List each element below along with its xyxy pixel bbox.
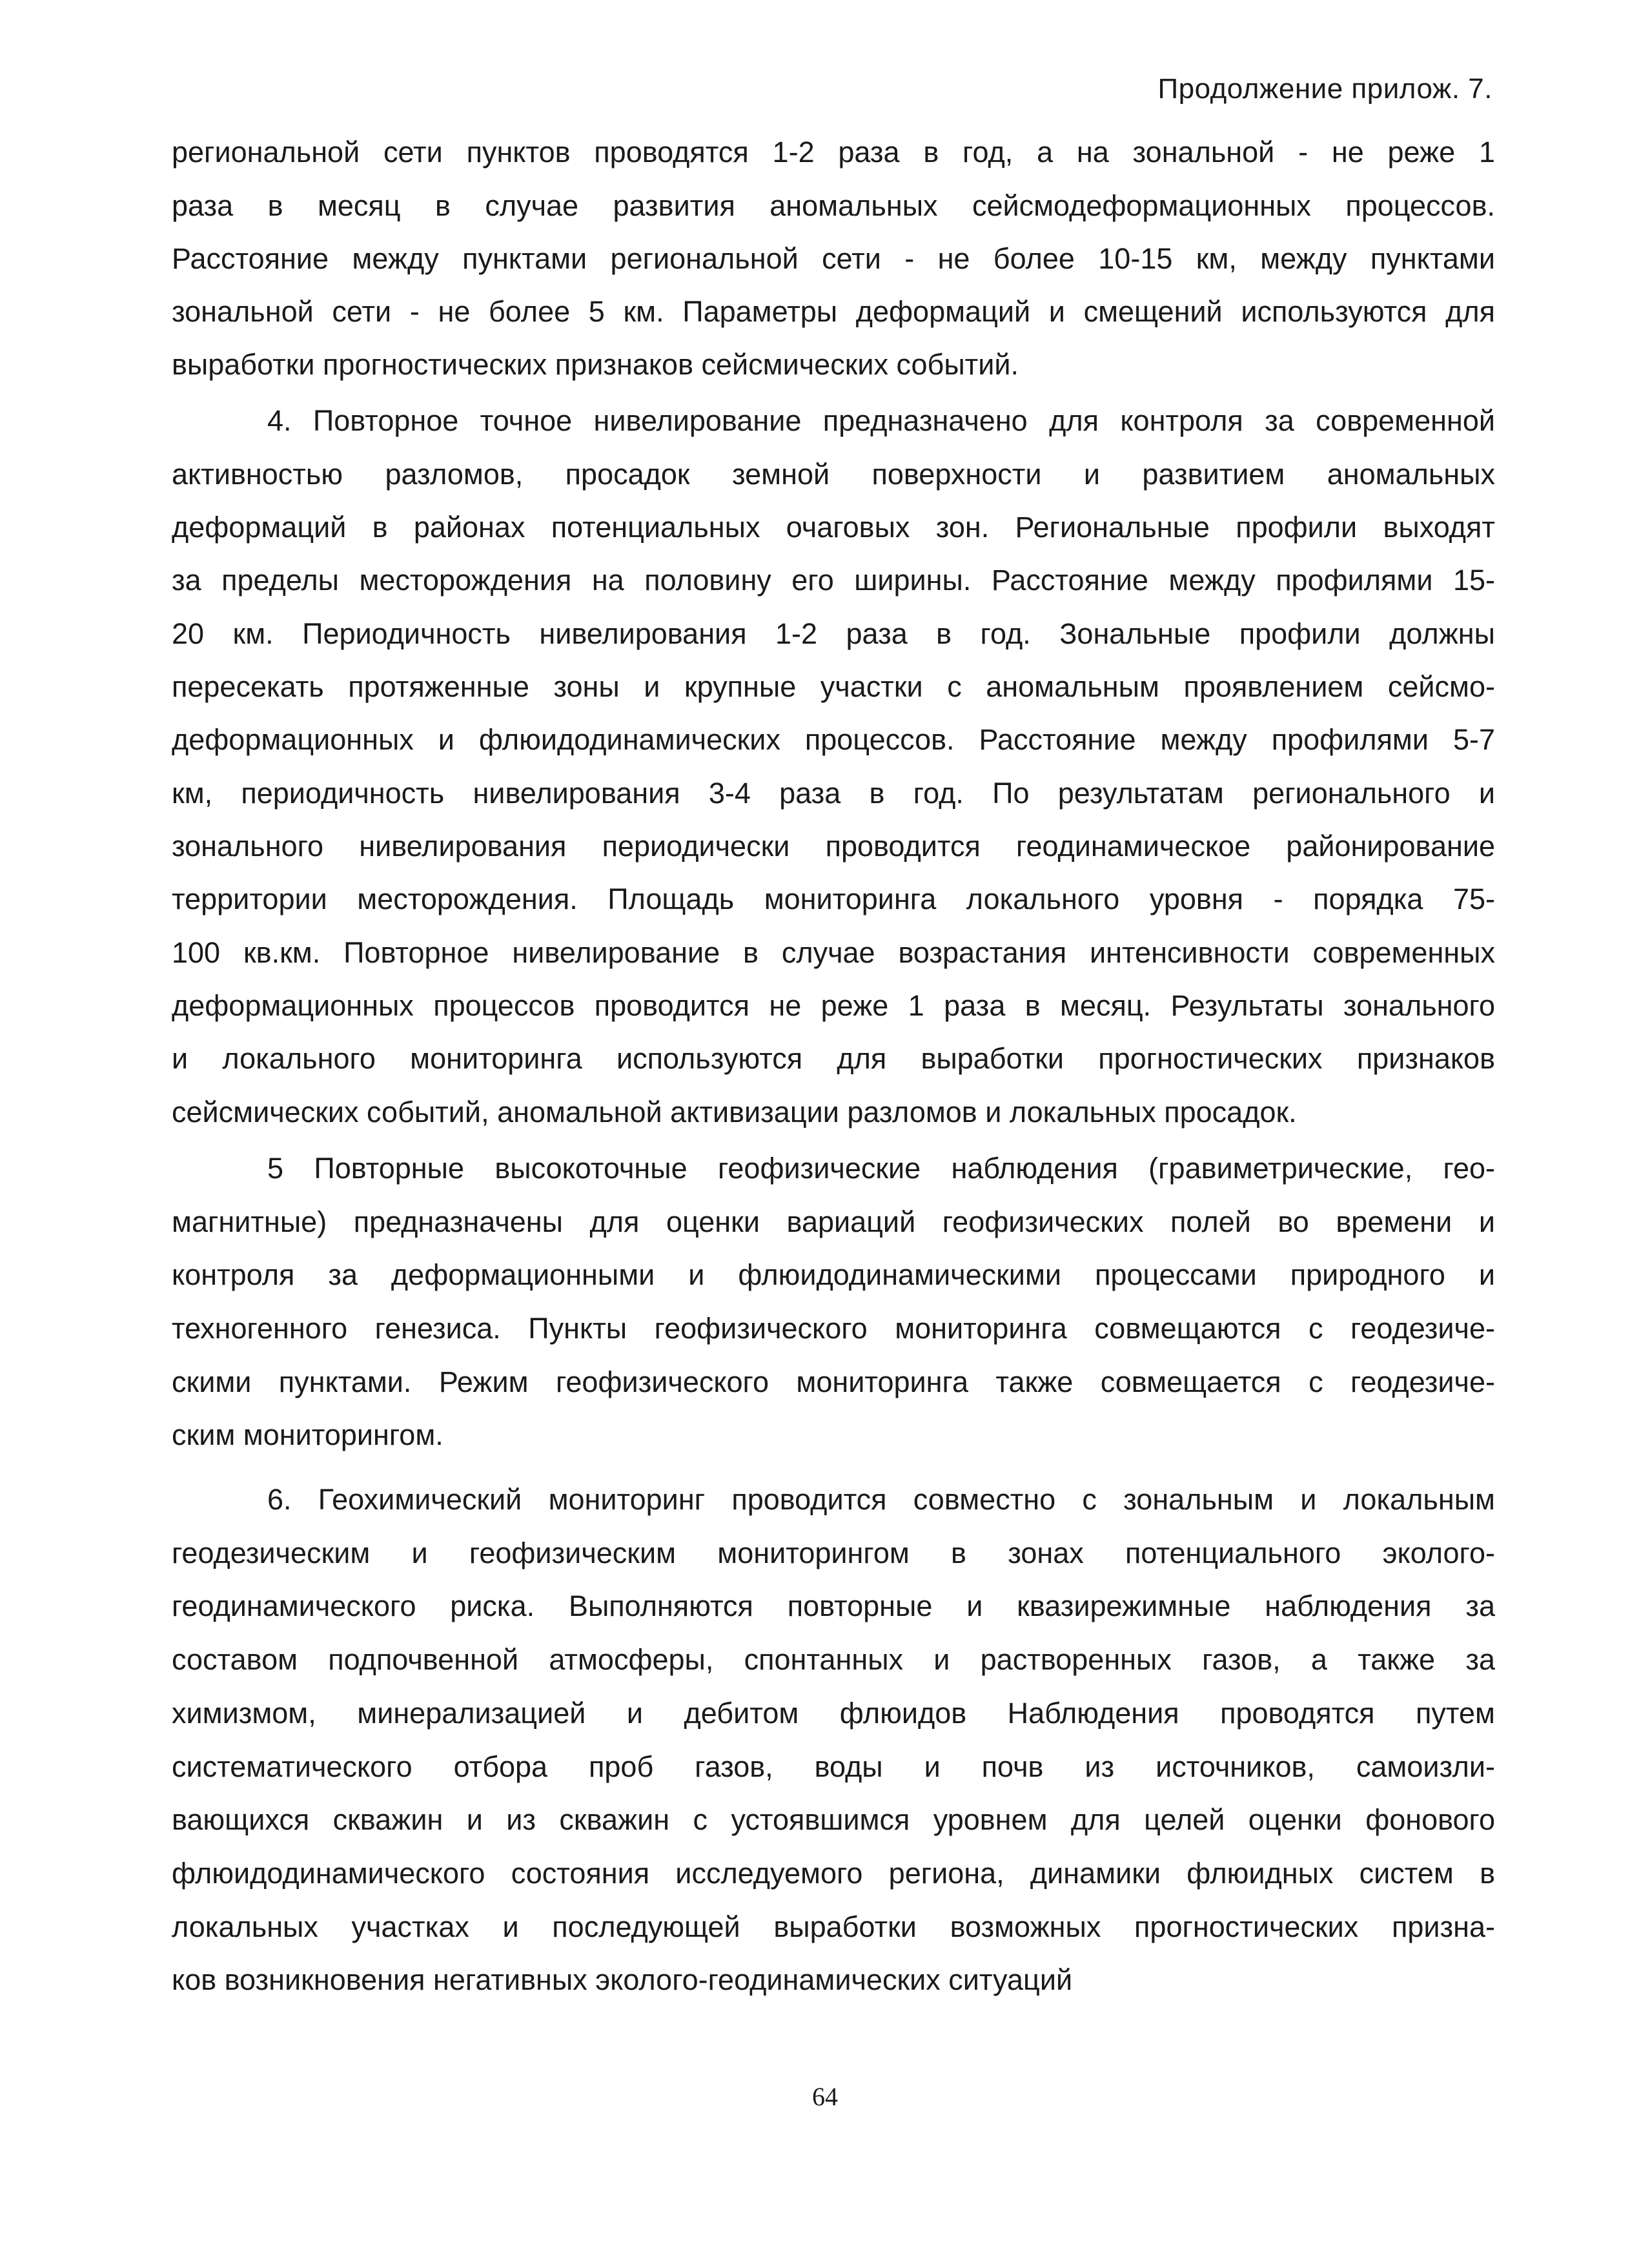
text-line: систематического отбора проб газов, воды и почв из источников, самоизли- [172,1750,1495,1783]
text-line: 20 км. Периодичность нивелирования 1-2 раза в год. Зональные профили должны [172,617,1495,650]
text-line: и локального мониторинга используются для выработки прогностических признаков [172,1042,1495,1075]
text-line: составом подпочвенной атмосферы, спонтанных и растворенных газов, а также за [172,1643,1495,1676]
text-line: пересекать протяженные зоны и крупные участки с аномальным проявлением сейсмо- [172,670,1495,703]
text-line: сейсмических событий, аномальной активизации разломов и локальных просадок. [172,1096,1297,1129]
page-header: Продолжение прилож. 7. [1157,73,1492,105]
text-line: 4. Повторное точное нивелирование предназначено для контроля за современной [267,404,1495,437]
text-line: 5 Повторные высокоточные геофизические наблюдения (гравиметрические, гео- [267,1152,1495,1185]
text-line: деформационных и флюидодинамических процессов. Расстояние между профилями 5-7 [172,723,1495,756]
text-line: км, периодичность нивелирования 3-4 раза в год. По результатам регионального и [172,777,1495,810]
text-line: контроля за деформационными и флюидодинамическими процессами природного и [172,1258,1495,1291]
text-line: магнитные) предназначены для оценки вариаций геофизических полей во времени и [172,1205,1495,1238]
text-line: вающихся скважин и из скважин с устоявшимся уровнем для целей оценки фонового [172,1803,1495,1836]
text-line: Расстояние между пунктами региональной сети - не более 10-15 км, между пунктами [172,242,1495,275]
text-line: за пределы месторождения на половину его ширины. Расстояние между профилями 15- [172,564,1495,597]
text-line: ков возникновения негативных эколого-геодинамических ситуаций [172,1963,1073,1996]
text-line: раза в месяц в случае развития аномальных сейсмодеформационных процессов. [172,189,1495,222]
text-line: локальных участках и последующей выработки возможных прогностических призна- [172,1910,1495,1943]
text-line: геодезическим и геофизическим мониторингом в зонах потенциального эколого- [172,1537,1495,1569]
text-line: зональной сети - не более 5 км. Параметры деформаций и смещений используются для [172,295,1495,328]
text-line: флюидодинамического состояния исследуемого региона, динамики флюидных систем в [172,1857,1495,1890]
text-line: активностью разломов, просадок земной поверхности и развитием аномальных [172,458,1495,491]
text-line: ским мониторингом. [172,1418,443,1451]
page-number: 64 [812,2082,838,2111]
text-line: 100 кв.км. Повторное нивелирование в случае возрастания интенсивности современных [172,936,1495,969]
text-line: региональной сети пунктов проводятся 1-2 раза в год, а на зональной - не реже 1 [172,136,1495,169]
text-line: химизмом, минерализацией и дебитом флюидов Наблюдения проводятся путем [172,1697,1495,1730]
text-line: техногенного генезиса. Пункты геофизического мониторинга совмещаются с геодезиче- [172,1312,1495,1345]
text-line: выработки прогностических признаков сейсмических событий. [172,348,1019,381]
text-line: деформаций в районах потенциальных очаговых зон. Региональные профили выходят [172,511,1495,544]
text-line: 6. Геохимический мониторинг проводится совместно с зональным и локальным [267,1483,1495,1516]
text-line: скими пунктами. Режим геофизического мониторинга также совмещается с геодезиче- [172,1365,1495,1398]
text-line: территории месторождения. Площадь мониторинга локального уровня - порядка 75- [172,883,1495,915]
text-line: геодинамического риска. Выполняются повторные и квазирежимные наблюдения за [172,1589,1495,1622]
text-line: деформационных процессов проводится не реже 1 раза в месяц. Результаты зонального [172,989,1495,1022]
text-line: зонального нивелирования периодически проводится геодинамическое районирование [172,830,1495,863]
